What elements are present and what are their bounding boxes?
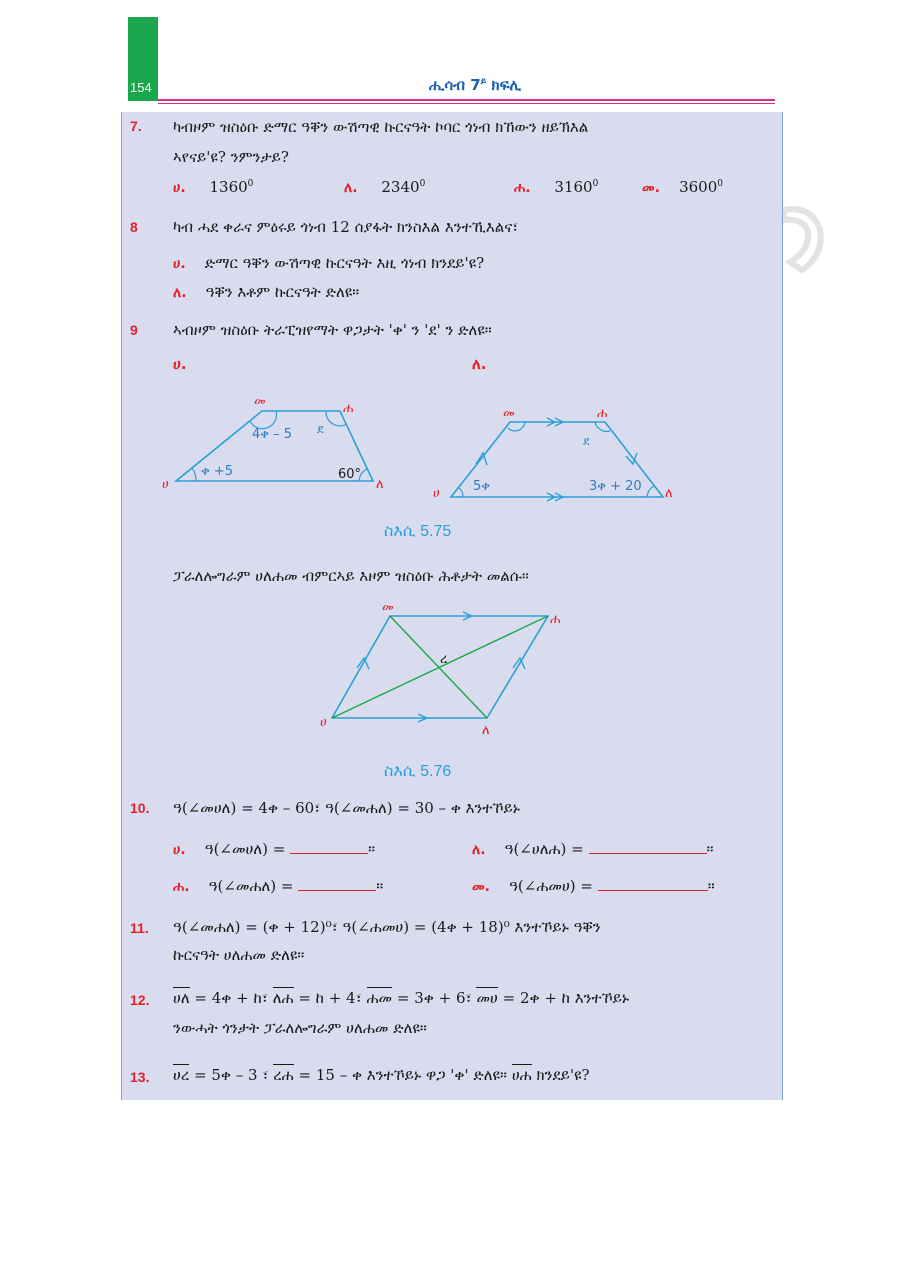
- question-7-line1: ካብዞም ዝስዕቡ ድማር ዓቐን ውሽጣዊ ኩርናዓት ኮባር ጎነብ ክኸውን ዘይኽእል: [173, 118, 589, 136]
- answer-blank[interactable]: [290, 853, 368, 854]
- q7-option-a: ሀ. 1360$^0$: [173, 178, 254, 196]
- trapezoid-figure-a: [150, 390, 400, 500]
- question-number-9: 9: [130, 322, 138, 338]
- question-number-8: 8: [130, 219, 138, 235]
- figure-caption-5-76: ስእሲ 5.76: [384, 763, 452, 780]
- answer-blank[interactable]: [298, 890, 376, 891]
- fig-b-angle-bottom-left: 5ቀ: [473, 479, 490, 494]
- question-13-line1: ሀረ = 5ቀ – 3 ፣ ረሐ = 15 – ቀ እንተኾይኑ ዋጋ 'ቀ' ድለዩ። ሀሐ ክንደይ'ዩ?: [173, 1066, 590, 1084]
- q10-item-a: ሀ. ዓ(∠መሀለ) = ።: [173, 840, 376, 858]
- parallelogram-figure: [310, 596, 580, 736]
- q9-part-b-label: ለ.: [472, 355, 487, 373]
- fig-b-vertex-bottom-left: ሀ: [433, 486, 440, 501]
- fig-a-vertex-top-right: ሐ: [343, 401, 354, 416]
- question-number-7: 7.: [130, 118, 142, 134]
- fig-b-angle-bottom-right: 3ቀ + 20: [589, 479, 642, 494]
- q10-item-b: ለ. ዓ(∠ሀለሐ) = ።: [472, 840, 714, 858]
- fig-a-angle-top-right: ደ: [317, 422, 324, 436]
- fig-b-vertex-top-left: መ: [503, 406, 515, 421]
- para-vertex-ha: ሀ: [320, 715, 327, 730]
- trapezoid-figure-b: [425, 400, 695, 510]
- question-number-13: 13.: [130, 1069, 150, 1085]
- header-rule: [158, 99, 775, 101]
- para-center-re: ረ: [440, 652, 448, 667]
- q10-item-d: መ. ዓ(∠ሐመሀ) = ።: [472, 877, 715, 895]
- question-7-line2: ኣየናይ'ዩ? ንምንታይ?: [173, 148, 289, 166]
- question-10-text: ዓ(∠መሀለ) = 4ቀ – 60፣ ዓ(∠መሐለ) = 30 – ቀ እንተኾይኑ: [173, 799, 521, 817]
- para-vertex-le: ለ: [482, 723, 490, 736]
- q10-item-c: ሐ. ዓ(∠መሐለ) = ።: [173, 877, 384, 895]
- fig-a-angle-bottom-right: 60°: [338, 467, 362, 482]
- fig-a-vertex-bottom-left: ሀ: [162, 477, 169, 492]
- question-9-line1: ኣብዞም ዝስዕቡ ትራፒዝየማት ዋጋታት 'ቀ' ን 'ደ' ን ድለዩ።: [173, 321, 492, 339]
- question-number-10: 10.: [130, 800, 150, 816]
- fig-b-vertex-bottom-right: ለ: [665, 486, 673, 501]
- question-8-line1: ካብ ሓደ ቀራና ምዕሩይ ጎነብ 12 ሰያፋት ክንስእል እንተኺእልና፣: [173, 218, 519, 236]
- question-11-line1: ዓ(∠መሐለ) = (ቀ + 12)⁰፣ ዓ(∠ሐመሀ) = (4ቀ + 18)⁰ እንተኾይኑ ዓቐን: [173, 918, 601, 936]
- fig-a-vertex-bottom-right: ለ: [376, 477, 384, 492]
- question-12-line1: ሀለ = 4ቀ + ከ፣ ለሐ = ከ + 4፣ ሐመ = 3ቀ + 6፣ መሀ = 2ቀ + ከ እንተኾይኑ: [173, 989, 630, 1007]
- fig-b-vertex-top-right: ሐ: [597, 406, 608, 421]
- page-number: 154: [130, 80, 152, 95]
- answer-blank[interactable]: [598, 890, 708, 891]
- figure-caption-5-75: ስእሲ 5.75: [384, 523, 452, 540]
- q8-part-b: ለ. ዓቐን እቶም ኩርናዓት ድለዩ።: [173, 283, 360, 301]
- fig-a-vertex-top-left: መ: [254, 394, 266, 409]
- question-number-11: 11.: [130, 920, 149, 936]
- fig-a-angle-bottom-left: ቀ +5: [201, 464, 234, 479]
- watermark-fragment: [782, 200, 824, 290]
- q7-option-c: ሐ. 3160$^0$: [514, 178, 599, 196]
- answer-blank[interactable]: [589, 853, 707, 854]
- q7-option-b: ለ. 2340$^0$: [344, 178, 426, 196]
- fig-b-angle-top-right: ደ: [583, 434, 590, 448]
- q7-option-d: መ. 3600$^0$: [642, 178, 723, 196]
- question-11-line2: ኩርናዓት ሀለሐመ ድለዩ።: [173, 946, 305, 964]
- question-12-line2: ንውሓት ጎንታት ፓራለሎግራም ሀለሐመ ድለዩ።: [173, 1019, 427, 1037]
- page-title: ሒሳብ $7^ይ$ ክፍሊ: [428, 76, 522, 94]
- q9-part-a-label: ሀ.: [173, 355, 187, 373]
- parallelogram-intro: ፓራለሎግራም ሀለሐመ ብምርኣይ እዞም ዝስዕቡ ሕቶታት መልሱ።: [173, 567, 529, 585]
- question-number-12: 12.: [130, 992, 150, 1008]
- para-vertex-he: ሐ: [550, 612, 561, 627]
- q8-part-a: ሀ. ድማር ዓቐን ውሽጣዊ ኩርናዓት እዚ ጎነብ ክንደይ'ዩ?: [173, 254, 485, 272]
- para-vertex-me: መ: [382, 600, 394, 615]
- fig-a-angle-top-left: 4ቀ – 5: [252, 427, 293, 442]
- header-rule-thin: [158, 103, 775, 104]
